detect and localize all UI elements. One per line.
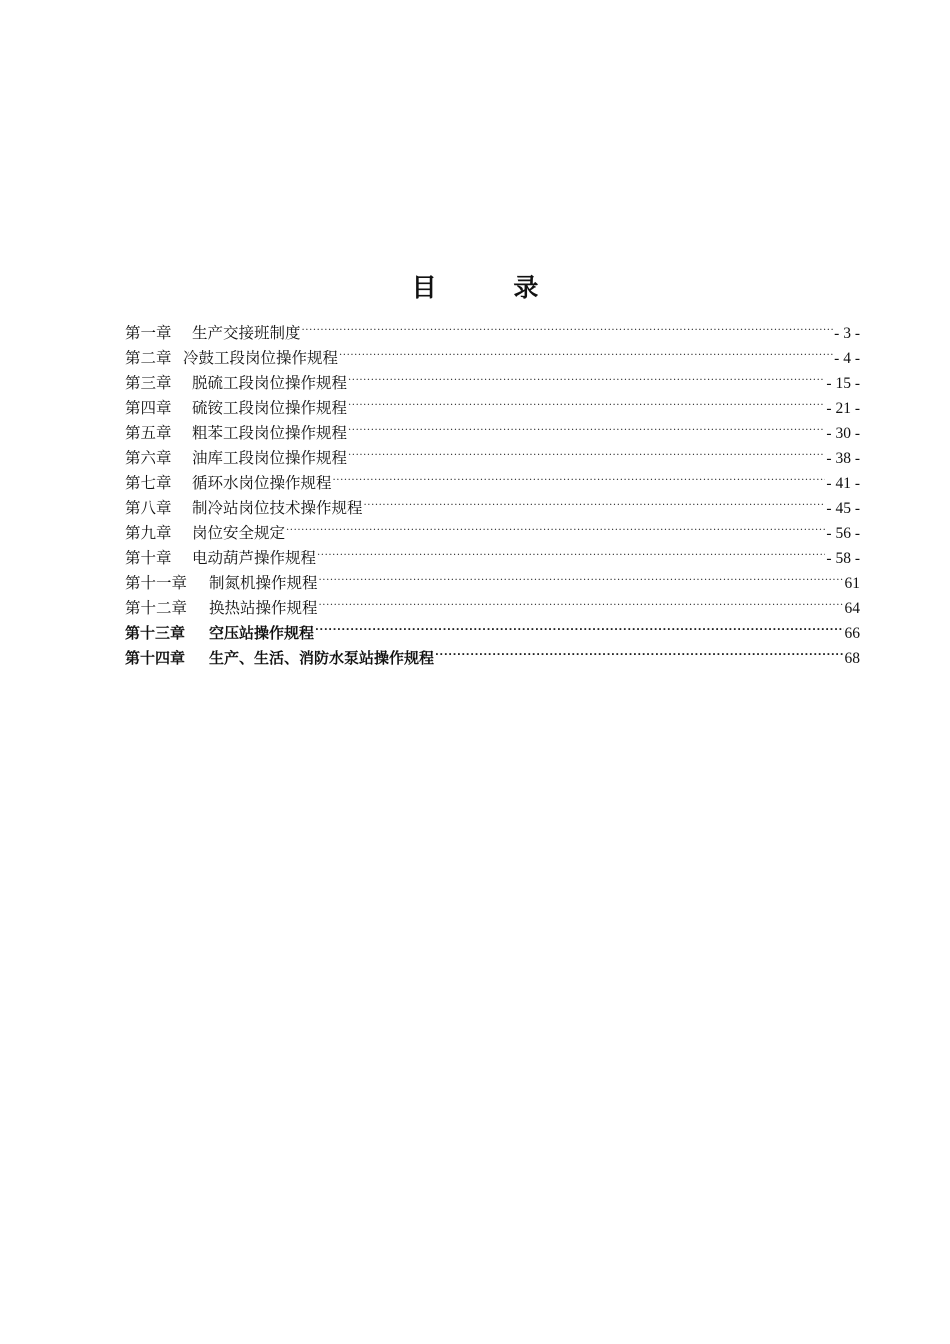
toc-chapter-heading: 换热站操作规程 <box>209 599 318 617</box>
toc-chapter-heading: 空压站操作规程 <box>209 624 315 642</box>
toc-entry[interactable] <box>125 313 860 342</box>
toc-dot-leader <box>319 563 844 588</box>
toc-dot-leader <box>348 413 825 438</box>
toc-chapter-heading: 硫铵工段岗位操作规程 <box>192 399 348 417</box>
toc-page-number: - 41 - <box>826 475 860 492</box>
toc-page-number: - 38 - <box>826 450 860 467</box>
toc-dot-leader <box>286 513 825 538</box>
toc-page-number: - 3 - <box>834 325 860 342</box>
toc-chapter-heading: 电动葫芦操作规程 <box>192 549 317 567</box>
toc-chapter-heading: 制冷站岗位技术操作规程 <box>192 499 363 517</box>
toc-chapter-number: 第四章 <box>125 399 172 417</box>
toc-chapter-number: 第十章 <box>125 549 172 567</box>
toc-page-number: 61 <box>844 575 860 592</box>
toc-chapter-number: 第三章 <box>125 374 172 392</box>
toc-page-number: - 4 - <box>834 350 860 367</box>
toc-chapter-number: 第十三章 <box>125 624 186 642</box>
toc-chapter-heading: 生产交接班制度 <box>192 324 301 342</box>
toc-page-number: - 56 - <box>826 525 860 542</box>
toc-chapter-number: 第十一章 <box>125 574 188 592</box>
toc-page-number: - 15 - <box>826 375 860 392</box>
toc-title: 目 录 <box>411 273 573 302</box>
toc-dot-leader <box>339 338 833 363</box>
toc-dot-leader <box>348 363 825 388</box>
toc-dot-leader <box>435 638 843 663</box>
toc-dot-leader <box>348 438 825 463</box>
toc-chapter-heading: 冷鼓工段岗位操作规程 <box>183 349 339 367</box>
toc-chapter-heading: 生产、生活、消防水泵站操作规程 <box>209 649 435 667</box>
toc-chapter-heading: 油库工段岗位操作规程 <box>192 449 348 467</box>
toc-list <box>125 313 860 667</box>
toc-chapter-number: 第八章 <box>125 499 172 517</box>
toc-dot-leader <box>315 613 843 638</box>
toc-page-number: - 58 - <box>826 550 860 567</box>
toc-dot-leader <box>333 463 826 488</box>
toc-chapter-number: 第九章 <box>125 524 172 542</box>
toc-page-number: 68 <box>844 650 860 667</box>
toc-chapter-number: 第十二章 <box>125 599 188 617</box>
toc-dot-leader <box>317 538 825 563</box>
toc-chapter-heading: 循环水岗位操作规程 <box>192 474 332 492</box>
toc-dot-leader <box>364 488 826 513</box>
toc-page-number: 64 <box>844 600 860 617</box>
toc-page-number: - 30 - <box>826 425 860 442</box>
toc-chapter-number: 第六章 <box>125 449 172 467</box>
toc-chapter-heading: 脱硫工段岗位操作规程 <box>192 374 348 392</box>
toc-chapter-number: 第一章 <box>125 324 172 342</box>
toc-dot-leader <box>319 588 844 613</box>
toc-dot-leader <box>348 388 825 413</box>
toc-chapter-number: 第五章 <box>125 424 172 442</box>
toc-chapter-number: 第十四章 <box>125 649 186 667</box>
toc-chapter-number: 第二章 <box>125 349 172 367</box>
toc-dot-leader <box>302 313 834 338</box>
toc-page-number: - 21 - <box>826 400 860 417</box>
toc-page-number: 66 <box>844 625 860 642</box>
toc-chapter-heading: 制氮机操作规程 <box>209 574 318 592</box>
toc-page-number: - 45 - <box>826 500 860 517</box>
toc-chapter-heading: 粗苯工段岗位操作规程 <box>192 424 348 442</box>
toc-chapter-number: 第七章 <box>125 474 172 492</box>
toc-chapter-heading: 岗位安全规定 <box>192 524 286 542</box>
